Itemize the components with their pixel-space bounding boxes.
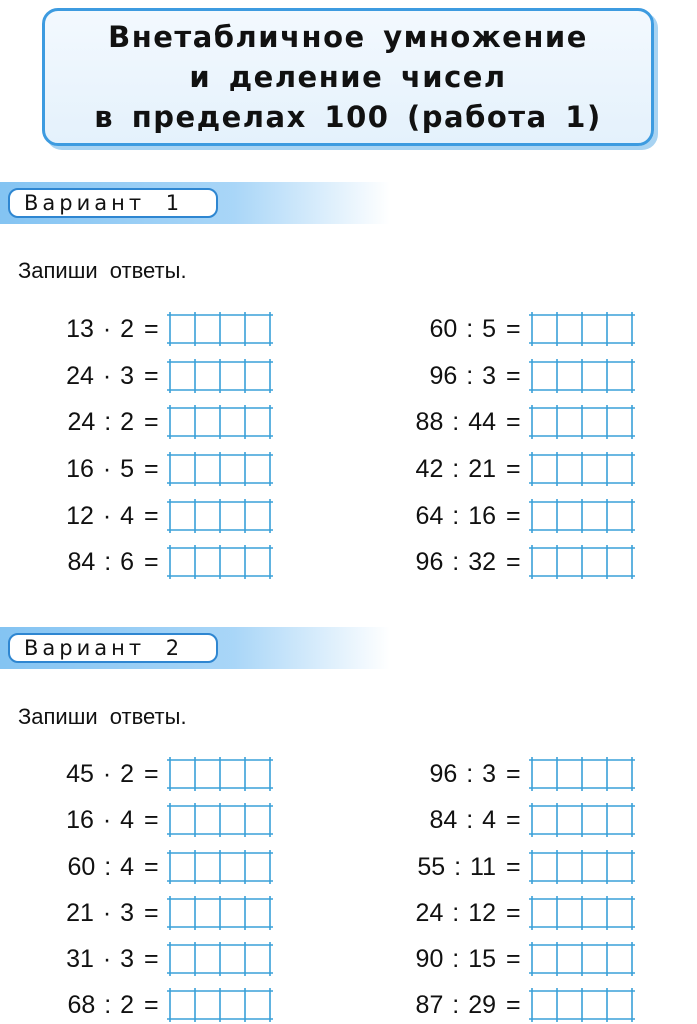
answer-grid[interactable] bbox=[529, 359, 635, 393]
variant-2-right-row bbox=[372, 942, 635, 976]
variant-2-right-row bbox=[372, 896, 635, 930]
variant-2-left-row bbox=[40, 850, 273, 884]
equation-expression: 68 : 2 bbox=[67, 990, 134, 1019]
variant-2-right-row bbox=[372, 850, 635, 884]
answer-grid[interactable] bbox=[167, 545, 273, 579]
title-box bbox=[42, 8, 654, 146]
equals-sign: = bbox=[506, 361, 521, 390]
equals-sign: = bbox=[506, 852, 521, 881]
answer-grid[interactable] bbox=[167, 312, 273, 346]
variant-1-instruction: Запиши ответы. bbox=[18, 258, 187, 283]
title-line-2: и деление чисел bbox=[189, 60, 507, 94]
equals-sign: = bbox=[506, 805, 521, 834]
equals-sign: = bbox=[144, 759, 159, 788]
variant-1-left-row bbox=[40, 405, 273, 439]
answer-grid[interactable] bbox=[167, 803, 273, 837]
variant-1-band bbox=[0, 182, 390, 224]
variant-2-band bbox=[0, 627, 390, 669]
equals-sign: = bbox=[144, 944, 159, 973]
equals-sign: = bbox=[506, 547, 521, 576]
variant-2-left-row bbox=[40, 988, 273, 1022]
equation-expression: 24 · 3 bbox=[66, 361, 134, 390]
equation-expression: 13 · 2 bbox=[66, 314, 134, 343]
variant-1-right-row bbox=[372, 405, 635, 439]
equation-expression: 55 : 11 bbox=[417, 852, 496, 881]
answer-grid[interactable] bbox=[167, 405, 273, 439]
answer-grid[interactable] bbox=[167, 499, 273, 533]
answer-grid[interactable] bbox=[167, 988, 273, 1022]
equation-expression: 21 · 3 bbox=[66, 898, 134, 927]
equals-sign: = bbox=[506, 454, 521, 483]
answer-grid[interactable] bbox=[529, 757, 635, 791]
title-line-3: в пределах 100 (работа 1) bbox=[94, 100, 602, 134]
equation-expression: 16 · 4 bbox=[66, 805, 134, 834]
equals-sign: = bbox=[506, 407, 521, 436]
variant-2-label: Вариант 2 bbox=[8, 633, 218, 663]
variant-2-left-row bbox=[40, 896, 273, 930]
equation-expression: 60 : 4 bbox=[67, 852, 134, 881]
equals-sign: = bbox=[144, 314, 159, 343]
variant-2-left-row bbox=[40, 757, 273, 791]
equation-expression: 88 : 44 bbox=[415, 407, 496, 436]
equation-expression: 42 : 21 bbox=[415, 454, 496, 483]
answer-grid[interactable] bbox=[529, 312, 635, 346]
equation-expression: 24 : 2 bbox=[67, 407, 134, 436]
equation-expression: 84 : 6 bbox=[67, 547, 134, 576]
answer-grid[interactable] bbox=[529, 452, 635, 486]
equals-sign: = bbox=[144, 501, 159, 530]
variant-2-right-row bbox=[372, 757, 635, 791]
variant-1-left-row bbox=[40, 499, 273, 533]
variant-1-right-row bbox=[372, 359, 635, 393]
equation-expression: 45 · 2 bbox=[66, 759, 134, 788]
equation-expression: 64 : 16 bbox=[415, 501, 496, 530]
variant-2-right-row bbox=[372, 803, 635, 837]
title-line-1: Внетабличное умножение bbox=[108, 20, 588, 54]
answer-grid[interactable] bbox=[167, 452, 273, 486]
equation-expression: 96 : 3 bbox=[429, 759, 496, 788]
equation-expression: 12 · 4 bbox=[66, 501, 134, 530]
answer-grid[interactable] bbox=[529, 405, 635, 439]
equals-sign: = bbox=[506, 944, 521, 973]
answer-grid[interactable] bbox=[167, 896, 273, 930]
variant-2-left-row bbox=[40, 942, 273, 976]
variant-1-right-row bbox=[372, 452, 635, 486]
answer-grid[interactable] bbox=[529, 988, 635, 1022]
equation-expression: 16 · 5 bbox=[66, 454, 134, 483]
equals-sign: = bbox=[506, 759, 521, 788]
variant-1-right-row bbox=[372, 545, 635, 579]
variant-2-instruction: Запиши ответы. bbox=[18, 704, 187, 729]
variant-1-right-row bbox=[372, 499, 635, 533]
answer-grid[interactable] bbox=[529, 942, 635, 976]
equation-expression: 90 : 15 bbox=[415, 944, 496, 973]
equals-sign: = bbox=[144, 805, 159, 834]
answer-grid[interactable] bbox=[529, 850, 635, 884]
variant-1-label: Вариант 1 bbox=[8, 188, 218, 218]
answer-grid[interactable] bbox=[529, 499, 635, 533]
equals-sign: = bbox=[144, 852, 159, 881]
equation-expression: 87 : 29 bbox=[415, 990, 496, 1019]
equals-sign: = bbox=[144, 547, 159, 576]
answer-grid[interactable] bbox=[529, 545, 635, 579]
variant-2-right-row bbox=[372, 988, 635, 1022]
equation-expression: 31 · 3 bbox=[66, 944, 134, 973]
answer-grid[interactable] bbox=[167, 850, 273, 884]
answer-grid[interactable] bbox=[529, 896, 635, 930]
answer-grid[interactable] bbox=[167, 359, 273, 393]
equals-sign: = bbox=[506, 314, 521, 343]
equation-expression: 24 : 12 bbox=[415, 898, 496, 927]
variant-1-left-row bbox=[40, 312, 273, 346]
variant-1-left-row bbox=[40, 545, 273, 579]
variant-1-left-row bbox=[40, 359, 273, 393]
equation-expression: 60 : 5 bbox=[429, 314, 496, 343]
equals-sign: = bbox=[144, 454, 159, 483]
variant-2-left-row bbox=[40, 803, 273, 837]
equals-sign: = bbox=[144, 990, 159, 1019]
answer-grid[interactable] bbox=[167, 942, 273, 976]
variant-1-left-row bbox=[40, 452, 273, 486]
equation-expression: 96 : 32 bbox=[415, 547, 496, 576]
equals-sign: = bbox=[144, 407, 159, 436]
answer-grid[interactable] bbox=[167, 757, 273, 791]
equals-sign: = bbox=[506, 501, 521, 530]
equation-expression: 84 : 4 bbox=[429, 805, 496, 834]
equals-sign: = bbox=[144, 898, 159, 927]
equation-expression: 96 : 3 bbox=[429, 361, 496, 390]
answer-grid[interactable] bbox=[529, 803, 635, 837]
equals-sign: = bbox=[144, 361, 159, 390]
equals-sign: = bbox=[506, 898, 521, 927]
variant-1-right-row bbox=[372, 312, 635, 346]
equals-sign: = bbox=[506, 990, 521, 1019]
